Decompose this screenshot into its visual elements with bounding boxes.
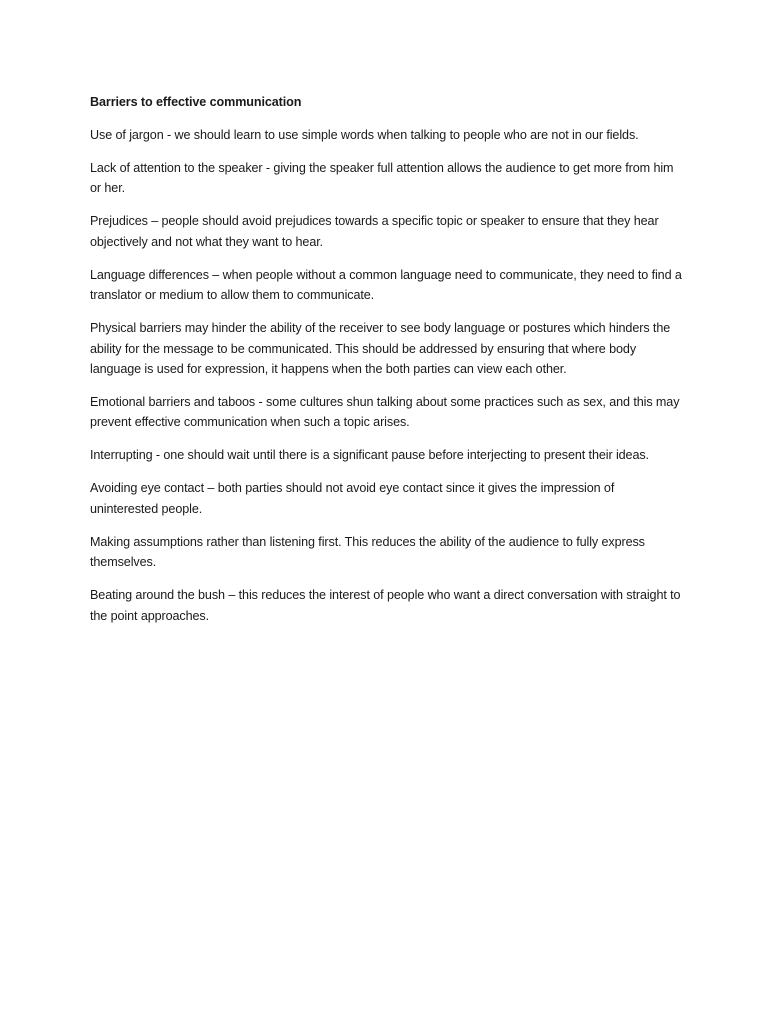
document-body	[90, 92, 682, 639]
paragraph-physical-barriers: Physical barriers may hinder the ability of the receiver to see body language or postures which hinders the ability for the message to be communicated. This should be addressed by ensuring that where body language is used for expression, it happens when the both parties can view each other.	[90, 321, 671, 377]
paragraph-beating-around-the-bush: Beating around the bush – this reduces the interest of people who want a direct conversation with straight to the point approaches.	[90, 588, 681, 623]
document-title: Barriers to effective communication	[90, 95, 302, 109]
paragraph-avoiding-eye-contact: Avoiding eye contact – both parties should not avoid eye contact since it gives the impression of uninterested people.	[90, 481, 615, 516]
paragraph-making-assumptions: Making assumptions rather than listening first. This reduces the ability of the audience to fully express themselves.	[90, 534, 645, 570]
paragraph-use-of-jargon: Use of jargon - we should learn to use simple words when talking to people who are not in our fields.	[90, 128, 639, 142]
paragraph-interrupting: Interrupting - one should wait until there is a significant pause before interjecting to present their ideas.	[90, 448, 649, 463]
paragraph-prejudices: Prejudices – people should avoid prejudices towards a specific topic or speaker to ensure that they hear objectively and not what they want to hear.	[90, 214, 659, 249]
paragraph-emotional-barriers: Emotional barriers and taboos - some cultures shun talking about some practices such as sex, and this may prevent effective communication when such a topic arises.	[90, 395, 680, 430]
paragraph-language-differences: Language differences – when people without a common language need to communicate, they need to find a translator or medium to allow them to communicate.	[90, 267, 682, 303]
paragraph-lack-of-attention: Lack of attention to the speaker - giving the speaker full attention allows the audience to get more from him or her.	[90, 161, 674, 196]
